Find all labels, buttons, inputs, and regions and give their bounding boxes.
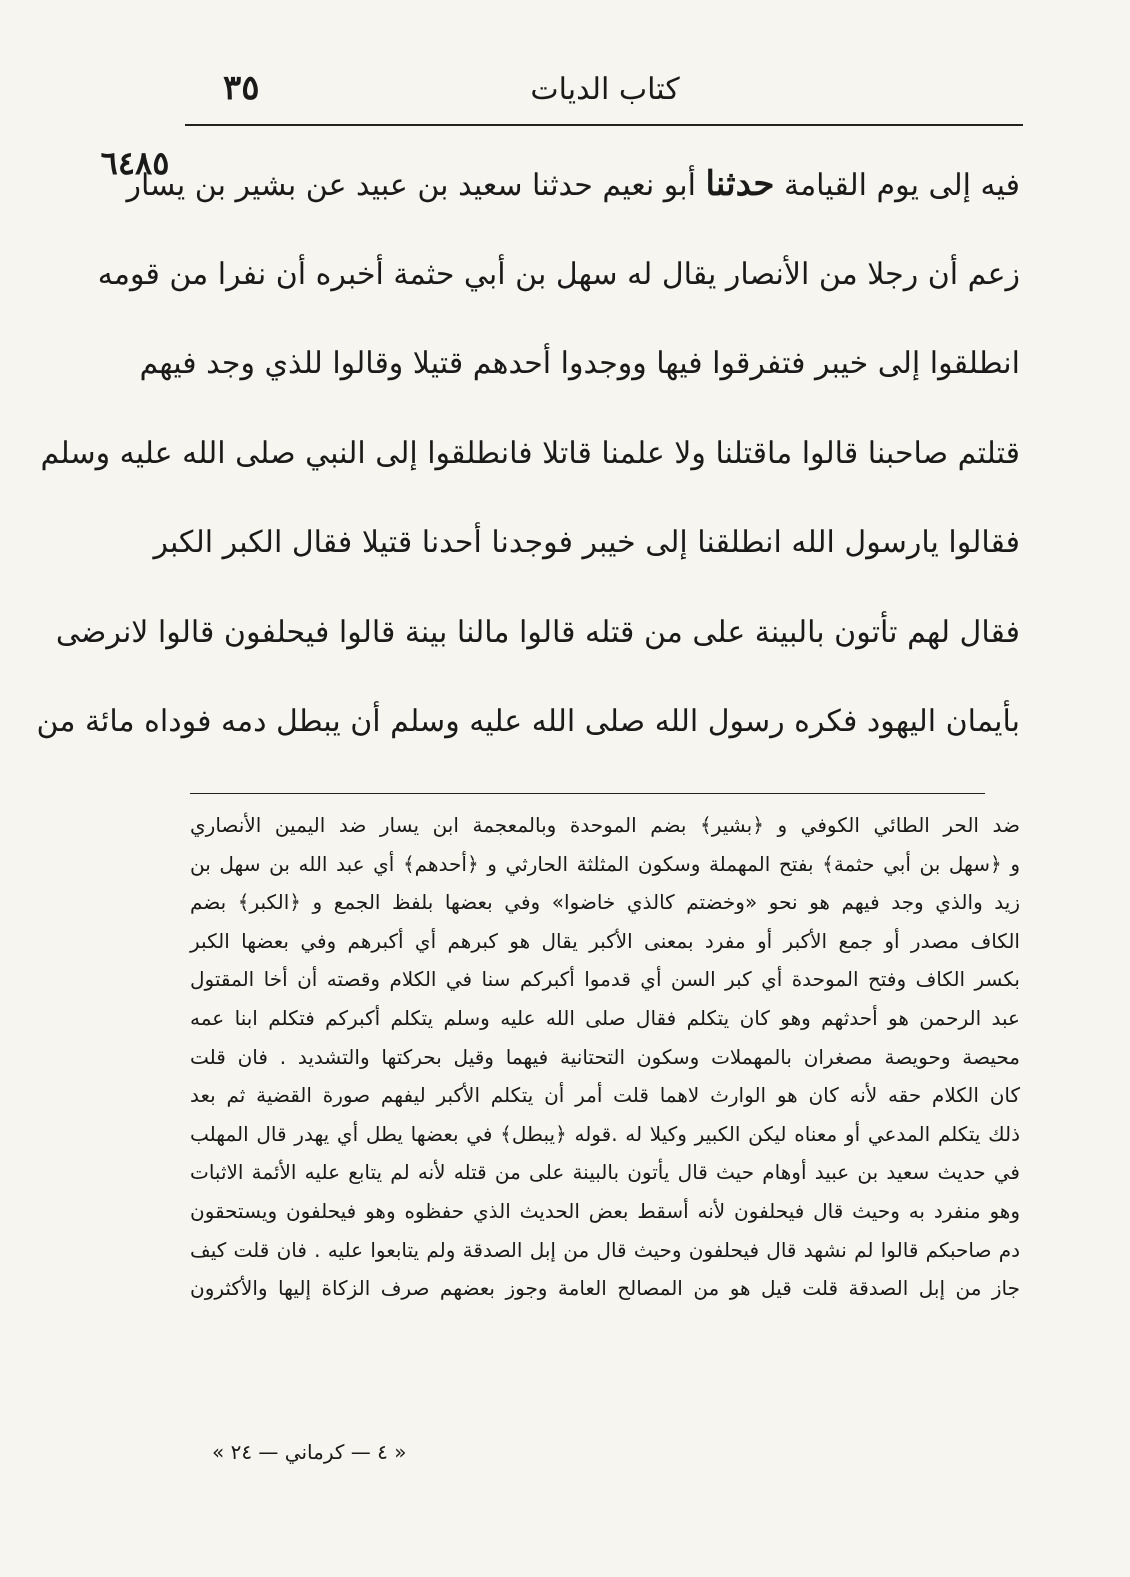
main-line: بأيمان اليهود فكره رسول الله صلى الله عليه وسلم أن يبطل دمه فوداه مائة من bbox=[36, 704, 1020, 739]
commentary-line: بكسر الكاف وفتح الموحدة أي كبر السن أي قدموا أكبركم سنا في الكلام وقصته أن أخا المقتول bbox=[190, 967, 1020, 992]
commentary bbox=[190, 806, 1020, 1308]
main-line: قتلتم صاحبنا قالوا ماقتلنا ولا علمنا قاتلا فانطلقوا إلى النبي صلى الله عليه وسلم bbox=[40, 435, 1020, 471]
commentary-line: جاز من إبل الصدقة قلت قيل هو من المصالح العامة وجوز بعضهم صرف الزكاة إليها والأكثرون bbox=[190, 1276, 1020, 1301]
page-number: ٣٥ bbox=[223, 68, 260, 108]
main-line: زعم أن رجلا من الأنصار يقال له سهل بن أبي حثمة أخبره أن نفرا من قومه bbox=[97, 256, 1020, 292]
commentary-line: عبد الرحمن هو أحدثهم وهو كان يتكلم فقال صلى الله عليه وسلم يتكلم أكبركم فتكلم ابنا عمه bbox=[190, 1005, 1020, 1030]
commentary-line: و ﴿سهل بن أبي حثمة﴾ بفتح المهملة وسكون المثلثة الحارثي و ﴿أحدهم﴾ أي عبد الله بن سهل بن bbox=[190, 851, 1020, 876]
main-line: فقال لهم تأتون بالبينة على من قتله قالوا مالنا بينة قالوا فيحلفون قالوا لانرضى bbox=[55, 614, 1020, 650]
commentary-line: زيد والذي وجد فيهم هو نحو «وخضتم كالذي خاضوا» وفي بعضها بلفظ الجمع و ﴿الكبر﴾ بضم bbox=[190, 890, 1020, 915]
footnote-separator bbox=[190, 793, 985, 794]
main-line-1-end: أبو نعيم حدثنا سعيد بن عبيد عن بشير بن يسار bbox=[126, 168, 696, 203]
header-rule bbox=[185, 124, 1023, 126]
commentary-line: ضد الحر الطائي الكوفي و ﴿بشير﴾ بضم الموحدة وبالمعجمة ابن يسار ضد اليمين الأنصاري bbox=[190, 813, 1020, 837]
main-line-1-start: فيه إلى يوم القيامة bbox=[784, 168, 1020, 203]
commentary-line: كان الكلام حقه لأنه كان هو الوارث لاهما قلت أمر أن يتكلم الأكبر ليفهم صورة القضية ثم بعد bbox=[190, 1083, 1020, 1108]
commentary-line: الكاف مصدر أو جمع الأكبر أو مفرد بمعنى الأكبر يقال هو كبرهم أي أكبرهم وفي بعضها الكبر bbox=[190, 928, 1020, 953]
book-title: كتاب الديات bbox=[530, 72, 680, 107]
printer-signature: « ٤ — كرماني — ٢٤ » bbox=[212, 1440, 407, 1464]
commentary-line: ذلك يتكلم المدعي أو معناه ليكن الكبير وكيلا له .قوله ﴿يبطل﴾ في بعضها يطل أي يهدر قال المهلب bbox=[190, 1121, 1020, 1146]
commentary-line: محيصة وحويصة مصغران بالمهملات وسكون التحتانية فيهما وقيل بحركتها والتشديد . فان قلت bbox=[190, 1044, 1020, 1069]
commentary-line: في حديث سعيد بن عبيد أوهام حيث قال يأتون بالبينة على من قتله لأنه لم يتابع عليه الأئمة الاثبات bbox=[190, 1160, 1020, 1185]
commentary-line: وهو منفرد به وحيث قال فيحلفون لأنه أسقط بعض الحديث الذي حفظوه وهو فيحلفون ويستحقون bbox=[190, 1198, 1020, 1223]
commentary-line: دم صاحبكم قالوا لم نشهد قال فيحلفون وحيث قال من إبل الصدقة ولم يتابعوا عليه . فان قلت كيف bbox=[190, 1237, 1020, 1262]
haddathana-keyword: حدثنا bbox=[705, 164, 775, 204]
page-header bbox=[185, 62, 1025, 122]
main-line: فقالوا يارسول الله انطلقنا إلى خيبر فوجدنا أحدنا قتيلا فقال الكبر الكبر bbox=[153, 525, 1020, 560]
main-line: انطلقوا إلى خيبر فتفرقوا فيها ووجدوا أحدهم قتيلا وقالوا للذي وجد فيهم bbox=[139, 346, 1020, 381]
hadith-number: ٦٤٨٥ bbox=[100, 144, 170, 182]
